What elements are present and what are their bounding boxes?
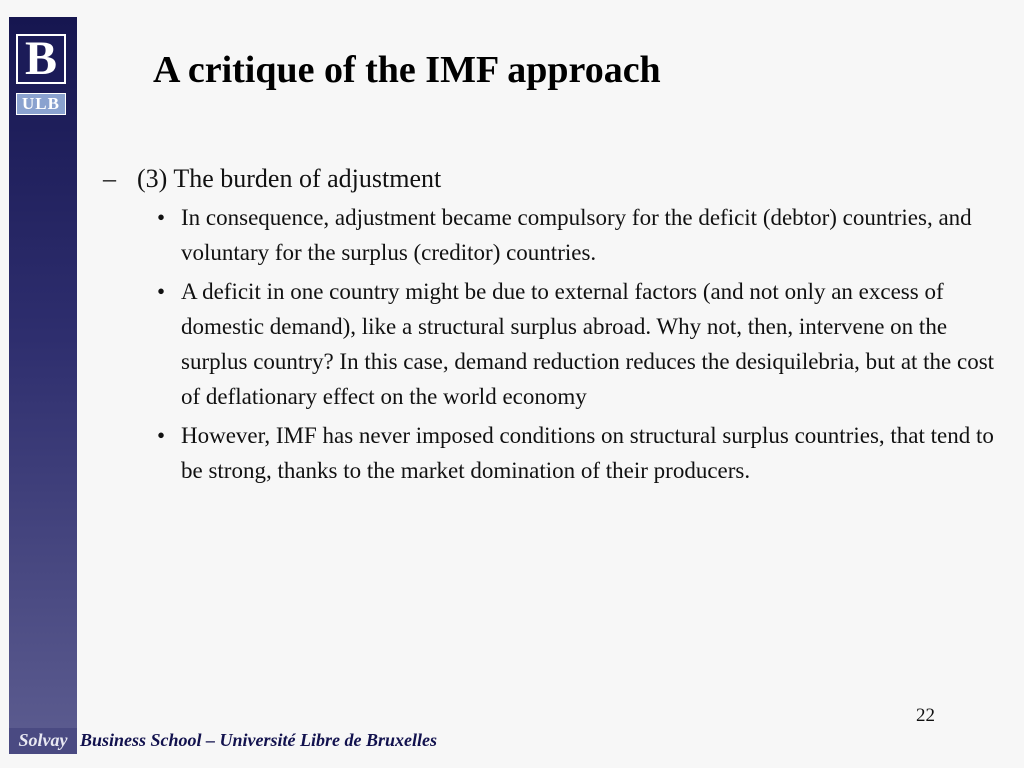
subheading — [100, 160, 1005, 198]
bullet-item — [100, 200, 1005, 270]
bullet-item — [100, 418, 1005, 488]
bullet-list — [100, 200, 1005, 488]
sidebar-bar — [9, 17, 77, 728]
page-number: 22 — [916, 705, 935, 726]
bullet-item — [100, 274, 1005, 414]
slide-content — [100, 160, 1005, 492]
dash-marker: – — [103, 164, 116, 193]
bullet-marker: • — [157, 423, 166, 448]
footer-school-name: Business School – Université Libre de Bruxelles — [80, 730, 438, 750]
bullet-marker: • — [157, 205, 166, 230]
bullet-text: However, IMF has never imposed conditions on structural surplus countries, that tend to be strong, thanks to the market domination of their producers. — [181, 423, 994, 483]
slide-title: A critique of the IMF approach — [153, 49, 661, 91]
subheading-text: (3) The burden of adjustment — [137, 164, 442, 193]
bullet-text: In consequence, adjustment became compulsory for the deficit (debtor) countries, and voluntary for the surplus (creditor) countries. — [181, 205, 972, 265]
footer-solvay-label: Solvay — [9, 728, 77, 754]
ulb-logo: ULB — [16, 93, 66, 115]
bullet-marker: • — [157, 279, 166, 304]
solvay-b-logo: B — [16, 34, 66, 84]
bullet-text: A deficit in one country might be due to external factors (and not only an excess of domestic demand), like a structural surplus abroad. Why not, then, intervene on the surplus country? In this case, demand reduction reduces the desiquilebria, but at the cost of deflationary effect on the world economy — [181, 279, 995, 409]
